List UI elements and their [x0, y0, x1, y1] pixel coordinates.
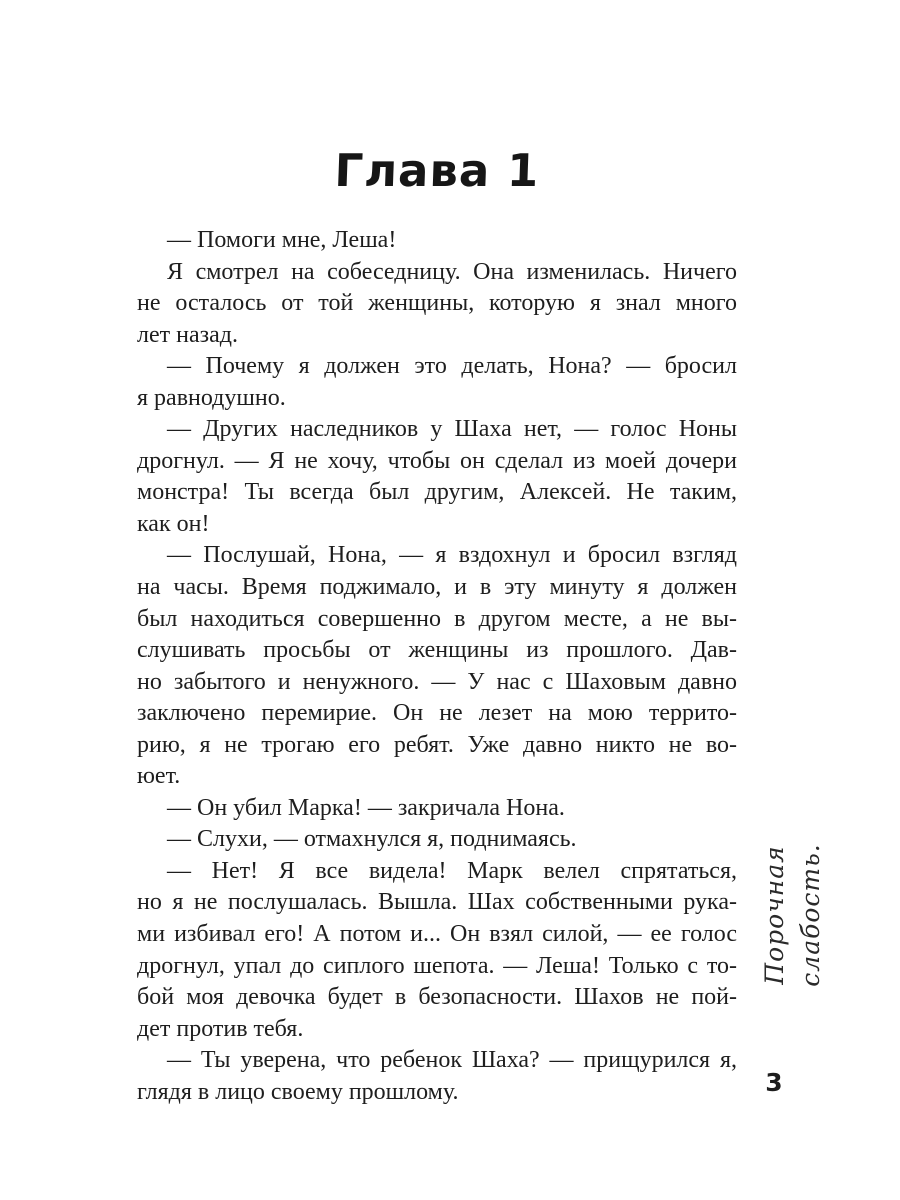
page-number: 3: [765, 1068, 783, 1097]
body-text: [137, 225, 737, 1108]
text-line: был находиться совершенно в другом месте, а не вы-: [137, 605, 737, 632]
text-line: — Слухи, — отмахнулся я, поднимаясь.: [167, 826, 577, 853]
text-line: лет назад.: [137, 321, 238, 348]
text-line: — Нет! Я все видела! Марк велел спрятаться,: [167, 857, 737, 884]
text-line: ми избивал его! А потом и... Он взял силой, — ее голос: [137, 921, 737, 948]
paragraph: [137, 414, 737, 540]
paragraph: [137, 225, 737, 257]
side-title-vertical: Порочная слабость.: [760, 843, 825, 987]
text-line: — Других наследников у Шаха нет, — голос Ноны: [167, 416, 737, 443]
paragraph: [137, 257, 737, 352]
text-line: заключено перемирие. Он не лезет на мою террито-: [137, 700, 737, 727]
text-line: — Помоги мне, Леша!: [167, 227, 397, 253]
text-line: но я не послушалась. Вышла. Шах собственными рука-: [137, 889, 737, 916]
text-line: бой моя девочка будет в безопасности. Шахов не пой-: [137, 984, 737, 1011]
text-line: — Почему я должен это делать, Нона? — бросил: [167, 353, 737, 380]
text-line: монстра! Ты всегда был другим, Алексей. Не таким,: [137, 479, 737, 506]
paragraph: [137, 856, 737, 1045]
text-line: слушивать просьбы от женщины из прошлого. Дав-: [137, 637, 737, 664]
paragraph: [137, 824, 737, 856]
text-line: Я смотрел на собеседницу. Она изменилась. Ничего: [167, 258, 737, 285]
text-line: рию, я не трогаю его ребят. Уже давно никто не во-: [137, 731, 737, 758]
chapter-title: Глава 1: [333, 144, 541, 197]
text-line: юет.: [137, 763, 181, 790]
text-line: но забытого и ненужного. — У нас с Шаховым давно: [137, 668, 737, 695]
text-line: я равнодушно.: [137, 384, 286, 411]
paragraph: [137, 793, 737, 825]
paragraph: [137, 351, 737, 414]
text-line: — Он убил Марка! — закричала Нона.: [167, 794, 565, 821]
text-line: дет против тебя.: [137, 1015, 304, 1042]
text-line: — Ты уверена, что ребенок Шаха? — прищурился я,: [167, 1047, 737, 1074]
text-line: как он!: [137, 510, 210, 537]
text-line: глядя в лицо своему прошлому.: [137, 1078, 459, 1105]
text-line: не осталось от той женщины, которую я знал много: [137, 290, 737, 317]
text-line: на часы. Время поджимало, и в эту минуту я должен: [137, 574, 737, 601]
text-line: дрогнул, упал до сиплого шепота. — Леша! Только с то-: [137, 952, 737, 979]
text-line: — Послушай, Нона, — я вздохнул и бросил взгляд: [167, 542, 737, 569]
text-line: дрогнул. — Я не хочу, чтобы он сделал из моей дочери: [137, 447, 737, 474]
paragraph: [137, 540, 737, 792]
paragraph: [137, 1045, 737, 1108]
